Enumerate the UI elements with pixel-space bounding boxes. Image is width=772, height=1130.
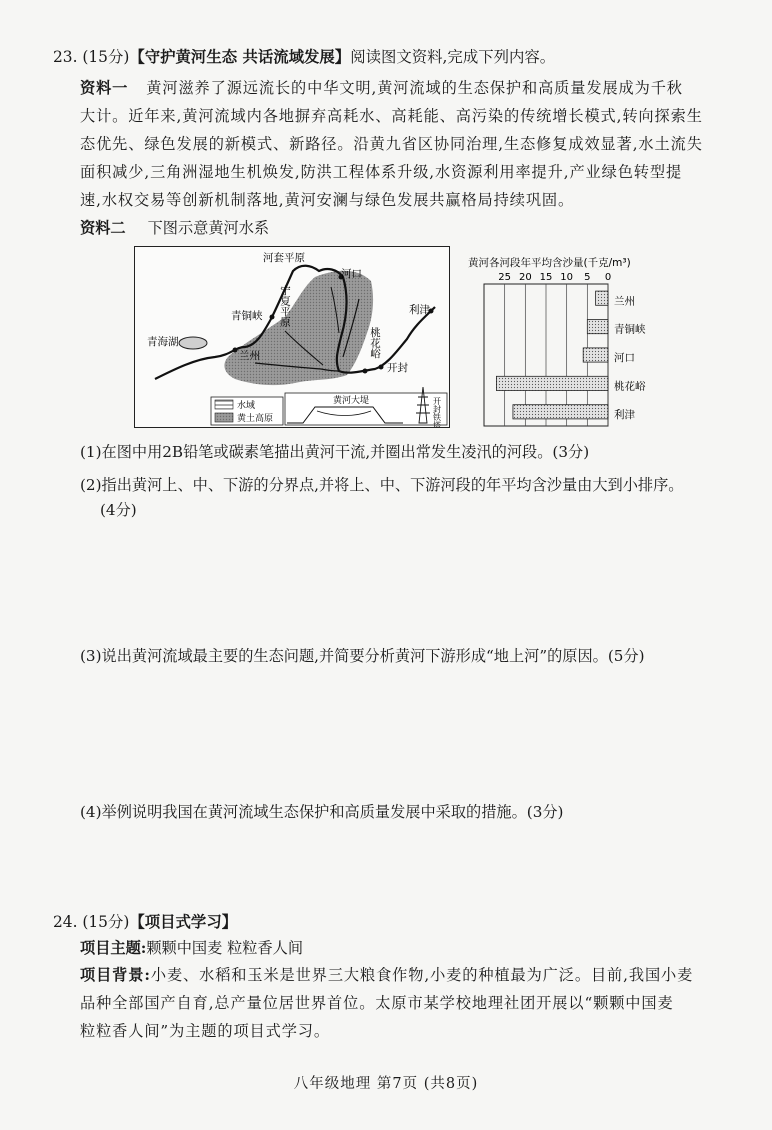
q23-instruction: 阅读图文资料,完成下列内容。 xyxy=(350,48,556,66)
chart-bar-3 xyxy=(496,376,608,390)
chart-title: 黄河各河段年平均含沙量(千克/m³) xyxy=(468,257,631,269)
q23-question-2-score: (4分) xyxy=(100,501,137,519)
material1-label: 资料一 xyxy=(80,79,129,97)
q24-theme-line xyxy=(80,937,303,959)
chart-bar-1 xyxy=(587,320,608,334)
label-dadi: 黄河大堤 xyxy=(333,396,370,406)
q23-question-4: (4)举例说明我国在黄河流域生态保护和高质量发展中采取的措施。(3分) xyxy=(80,803,564,821)
label-lanzhou: 兰州 xyxy=(239,350,260,362)
q24-background-line-2: 品种全部国产自育,总产量位居世界首位。太原市某学校地理社团开展以“颗颗中国麦 xyxy=(80,994,674,1012)
map-svg xyxy=(135,247,449,427)
page-footer: 八年级地理 第7页 (共8页) xyxy=(293,1076,479,1092)
material1-text-0: 黄河滋养了源远流长的中华文明,黄河流域的生态保护和高质量发展成为千秋 xyxy=(146,79,683,97)
material2-line xyxy=(80,217,269,239)
label-lijin: 利津 xyxy=(409,304,430,316)
label-taohuayu: 桃花峪 xyxy=(369,327,381,359)
chart-bar-2 xyxy=(583,348,608,362)
label-hekou: 河口 xyxy=(341,268,362,280)
label-qinghaihu: 青海湖 xyxy=(147,336,179,348)
chart-bar-4 xyxy=(513,405,608,419)
q24-background-line-3: 粒粒香人间”为主题的项目式学习。 xyxy=(80,1022,330,1040)
chart-bar-0 xyxy=(596,291,608,305)
q24-theme-label: 项目主题: xyxy=(80,939,147,957)
label-qingtongxia: 青铜峡 xyxy=(231,310,263,322)
chart-x-tick: 25 xyxy=(498,272,512,283)
chart-x-tick: 5 xyxy=(584,272,591,283)
q24-topic: 【项目式学习】 xyxy=(129,913,238,931)
legend-water-label: 水域 xyxy=(237,401,256,411)
material1-line-1 xyxy=(80,77,683,99)
label-ningxia: 宁夏平原 xyxy=(279,285,291,327)
qinghai-lake-shape xyxy=(179,337,207,349)
legend-loess-swatch xyxy=(215,413,233,422)
material2-label: 资料二 xyxy=(80,219,126,237)
taohuayu-dot xyxy=(363,369,368,374)
q24-bg-label: 项目背景: xyxy=(80,966,151,984)
q24-number: 24. (15分) xyxy=(53,913,130,931)
q24-background-line-1 xyxy=(80,964,693,986)
chart-category-label: 青铜峡 xyxy=(614,323,646,336)
loess-plateau-area xyxy=(224,271,373,385)
chart-category-label: 利津 xyxy=(614,408,635,421)
sediment-chart-svg xyxy=(462,254,682,430)
q23-number: 23. (15分) xyxy=(53,48,130,66)
q24-header xyxy=(53,911,237,933)
material1-line-2: 大计。近年来,黄河流域内各地摒弃高耗水、高耗能、高污染的传统增长模式,转向探索生 xyxy=(80,107,703,125)
lanzhou-dot xyxy=(233,348,238,353)
material1-line-3: 态优先、绿色发展的新模式、新路径。沿黄九省区协同治理,生态修复成效显著,水土流失 xyxy=(80,135,703,153)
chart-category-label: 河口 xyxy=(614,352,635,365)
q23-question-3: (3)说出黄河流域最主要的生态问题,并简要分析黄河下游形成“地上河”的原因。(5分) xyxy=(80,647,645,665)
chart-x-tick: 20 xyxy=(518,272,532,283)
material1-line-5: 速,水权交易等创新机制落地,黄河安澜与绿色发展共赢格局持续巩固。 xyxy=(80,191,575,209)
material2-text: 下图示意黄河水系 xyxy=(147,219,270,237)
legend-loess-label: 黄土高原 xyxy=(237,414,274,424)
sediment-chart xyxy=(462,254,682,430)
q23-question-2: (2)指出黄河上、中、下游的分界点,并将上、中、下游河段的年平均含沙量由大到小排序。 xyxy=(80,476,684,494)
q23-topic: 【守护黄河生态 共话流域发展】 xyxy=(129,48,351,66)
legend-water-swatch xyxy=(215,400,233,409)
q23-header xyxy=(53,46,555,68)
q23-question-1: (1)在图中用2B铅笔或碳素笔描出黄河干流,并圈出常发生凌汛的河段。(3分) xyxy=(80,443,590,461)
kaifeng-dot xyxy=(379,365,384,370)
chart-category-label: 兰州 xyxy=(614,295,635,308)
label-kaifeng-tower: 开封铁塔 xyxy=(432,397,442,427)
q24-theme-text: 颗颗中国麦 粒粒香人间 xyxy=(146,939,304,957)
qingtongxia-dot xyxy=(270,315,275,320)
chart-x-tick: 10 xyxy=(560,272,574,283)
yellow-river-map xyxy=(134,246,450,428)
label-kaifeng: 开封 xyxy=(387,362,408,374)
chart-x-tick: 15 xyxy=(539,272,553,283)
chart-category-label: 桃花峪 xyxy=(614,380,646,393)
label-hetao: 河套平原 xyxy=(263,252,305,264)
chart-x-tick: 0 xyxy=(604,272,612,283)
q24-bg-text-0: 小麦、水稻和玉米是世界三大粮食作物,小麦的种植最为广泛。目前,我国小麦 xyxy=(150,966,694,984)
material1-line-4: 面积减少,三角洲湿地生机焕发,防洪工程体系升级,水资源利用率提升,产业绿色转型提 xyxy=(80,163,683,181)
